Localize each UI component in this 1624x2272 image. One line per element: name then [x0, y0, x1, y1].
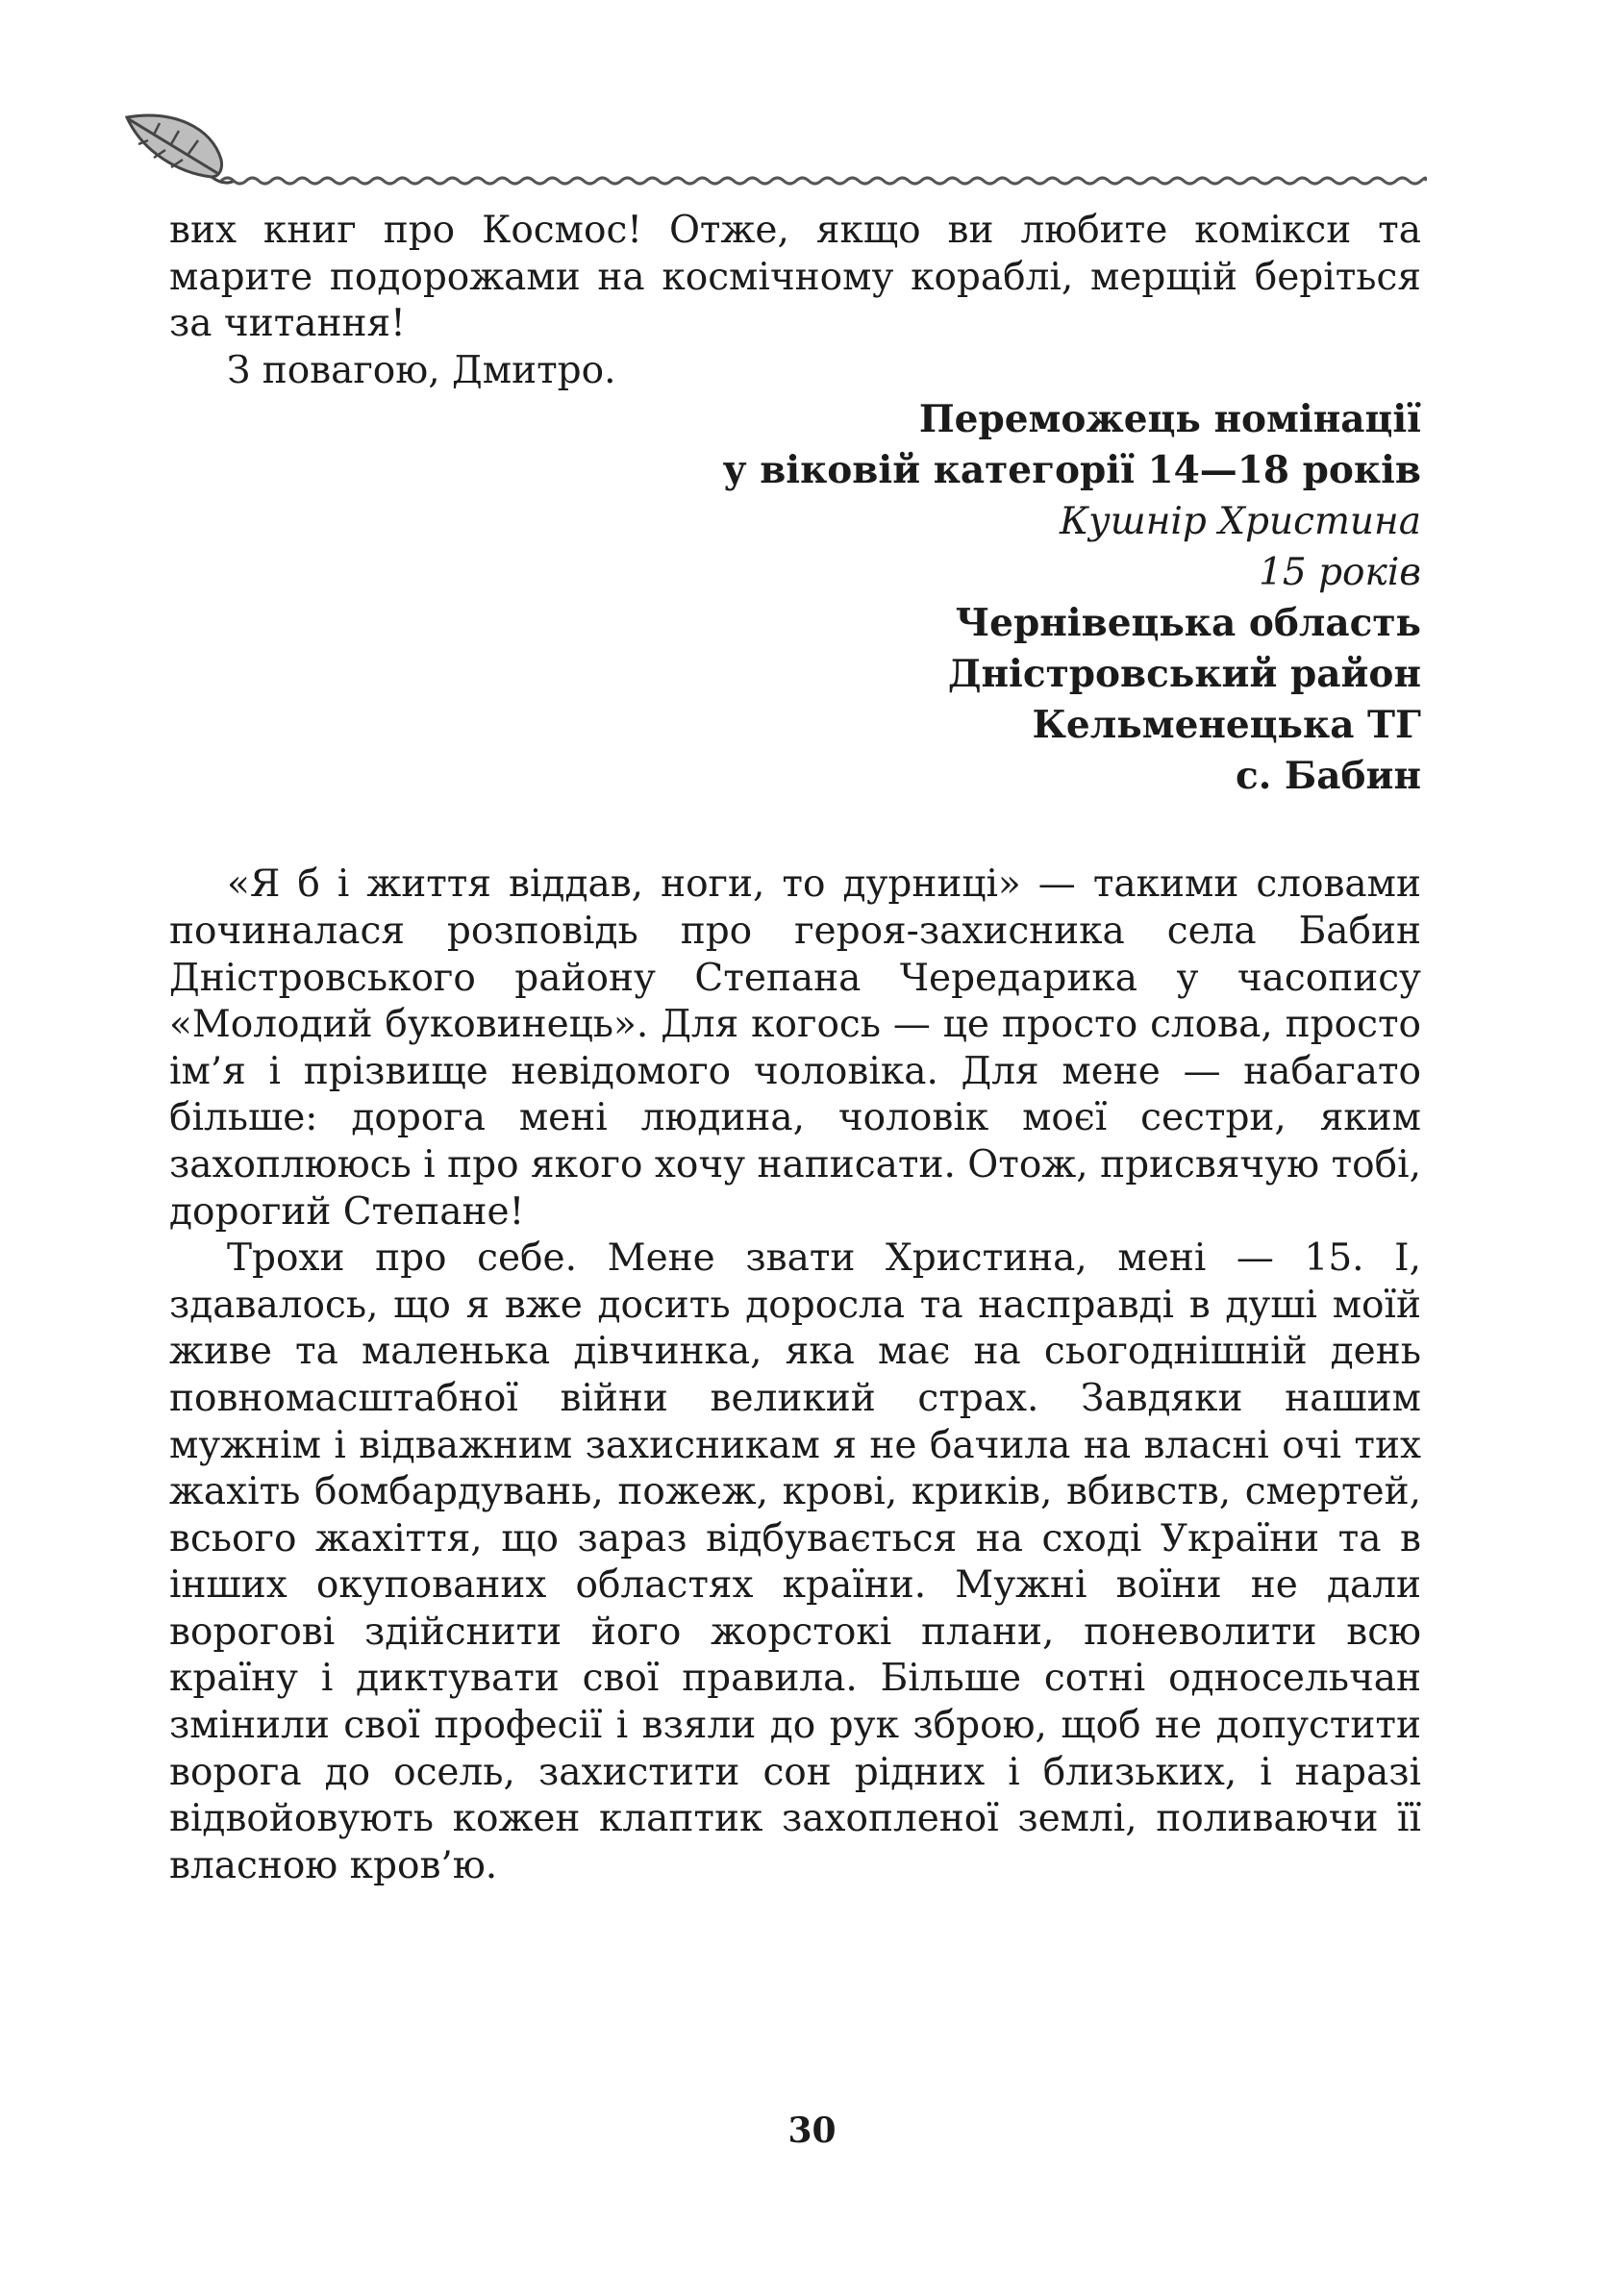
essay-body [169, 861, 1421, 1889]
page-number: 30 [787, 2110, 837, 2151]
leaf-icon [127, 115, 235, 183]
essay-paragraph: «Я б і життя віддав, ноги, то дурниці» — такими словами починалася розповідь про героя-захисника села Бабин Дністровського району Степана Чередарика у часопису «Молодий буковинець». Для когось — це просто слова, просто ім’я і прізвище невідомого чоловіка. Для мене — набагато більше: дорога мені людина, чоловік моєї сестри, яким захоплююсь і про якого хочу написати. Отож, присвячую тобі, дорогий Степане! [169, 862, 1421, 1234]
credit-title-line1: Переможець номінації [918, 397, 1421, 442]
credit-village: с. Бабин [1236, 754, 1421, 799]
essay-paragraph: Трохи про себе. Мене звати Христина, мені — 15. І, здавалось, що я вже досить доросла та насправді в душі моїй живе та маленька дівчинка, яка має на сьогоднішній день повномасштабної війни великий страх. Завдяки нашим мужнім і відважним захисникам я не бачила на власні очі тих жахіть бомбардувань, пожеж, крові, криків, вбивств, смертей, всього жахіття, що зараз відбувається на сході України та в інших окупованих областях країни. Мужні воїни не дали ворогові здійснити його жорстокі плани, поневолити всю країну і диктувати свої правила. Більше сотні односельчан змінили свої професії і взяли до рук зброю, щоб не допустити ворога до осель, захистити сон рідних і близьких, і наразі відвойовують кожен клаптик захопленої землі, поливаючи її власною кров’ю. [169, 1236, 1421, 1887]
intro-signature: З повагою, Дмитро. [227, 348, 616, 392]
credit-community: Кельменецька ТГ [1032, 703, 1421, 748]
author-credit [169, 394, 1421, 802]
intro-paragraph: вих книг про Космос! Отже, якщо ви любите комікси та марите подорожами на космічному кораблі, мерщій беріться за читання! [169, 209, 1421, 346]
credit-region: Чернівецька область [955, 601, 1421, 646]
page-content [169, 208, 1421, 1889]
wavy-divider [221, 178, 1426, 184]
credit-author: Кушнір Христина [1059, 500, 1421, 544]
credit-age: 15 років [1259, 551, 1421, 595]
credit-title-line2: у віковій категорії 14—18 років [722, 448, 1421, 493]
header-ornament [115, 106, 1433, 192]
credit-district: Дністровський район [947, 652, 1421, 697]
